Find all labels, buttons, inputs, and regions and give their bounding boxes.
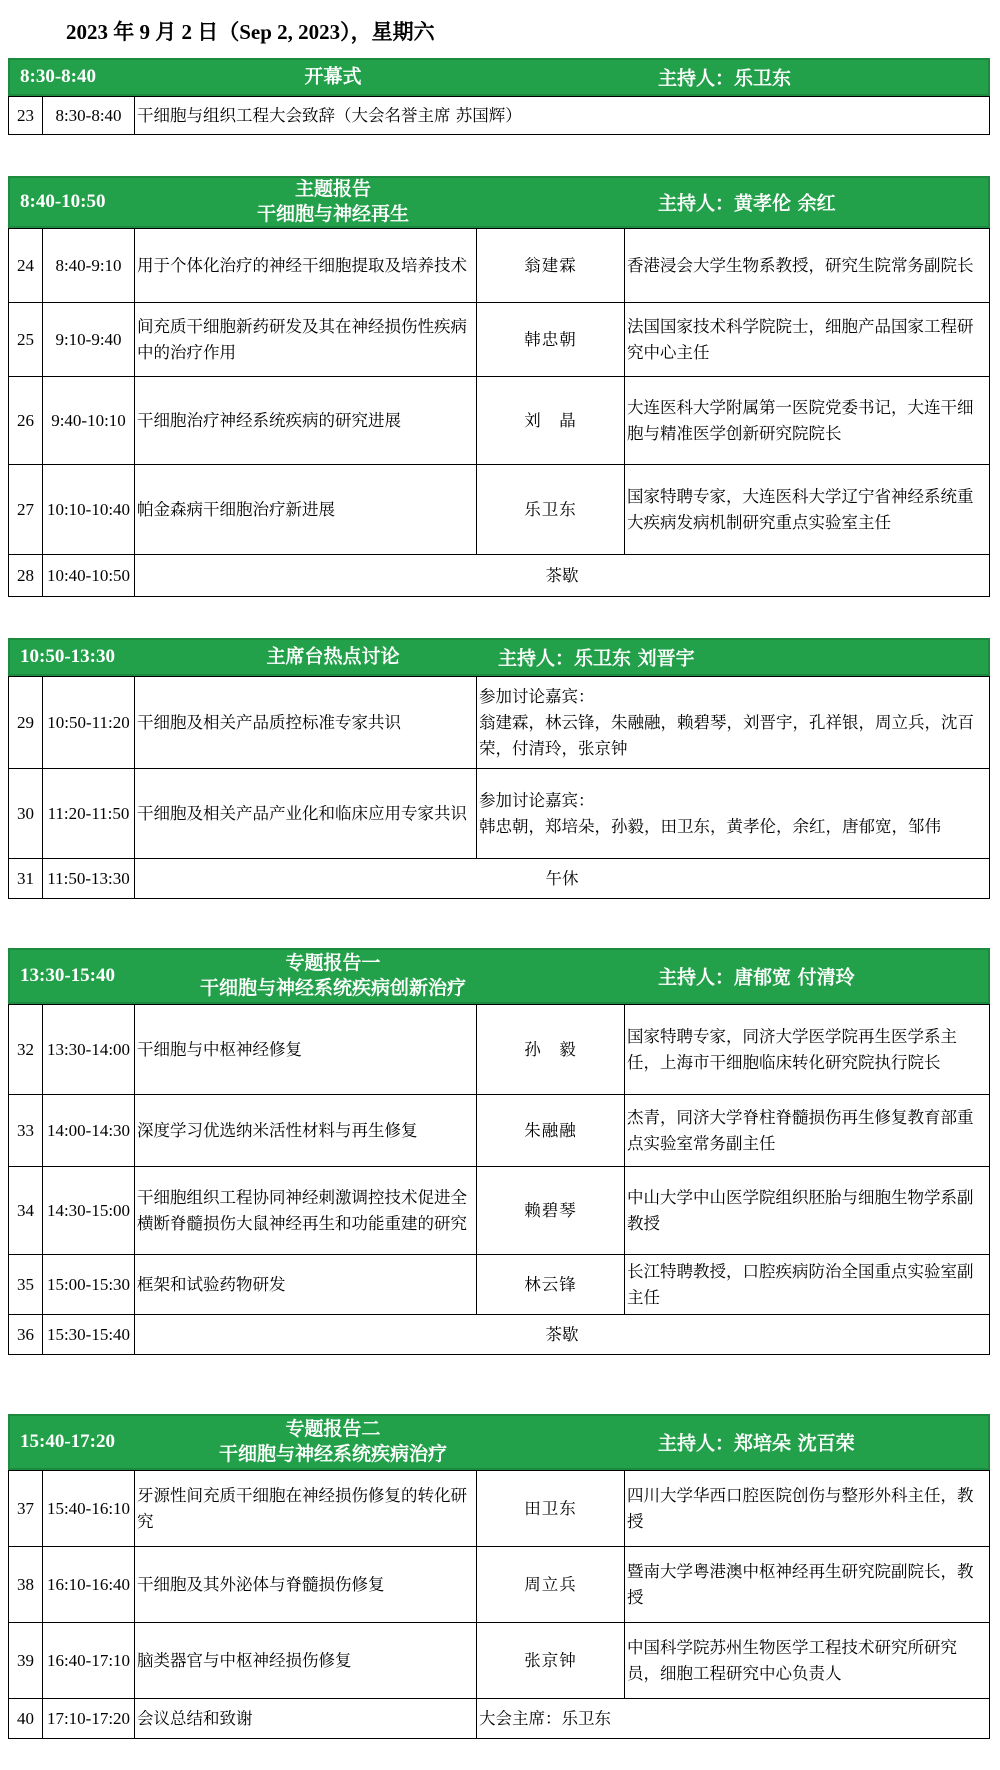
section-host: 主持人：郑培朵 沈百荣 [658,1432,855,1455]
section-time: 13:30-15:40 [20,965,115,986]
row-topic: 干细胞与中枢神经修复 [135,1005,477,1095]
section-host: 主持人：乐卫东 [658,67,792,90]
row-affiliation: 大连医科大学附属第一医院党委书记，大连干细胞与精准医学创新研究院院长 [625,377,990,465]
section-title: 专题报告二 干细胞与神经系统疾病治疗 [218,1418,447,1465]
section-special-report-1 [8,948,990,1355]
row-affiliation: 法国国家技术科学院院士，细胞产品国家工程研究中心主任 [625,303,990,377]
row-speaker: 刘 晶 [477,377,625,465]
row-topic: 深度学习优选纳米活性材料与再生修复 [135,1095,477,1167]
schedule-table [8,96,990,135]
table-row [9,465,990,555]
row-time: 14:00-14:30 [43,1095,135,1167]
table-row [9,377,990,465]
table-row [9,1095,990,1167]
row-speaker: 张京钟 [477,1623,625,1699]
row-topic: 干细胞及相关产品产业化和临床应用专家共识 [135,769,477,859]
section-time: 15:40-17:20 [20,1431,115,1452]
section-panel [8,638,990,899]
table-row [9,677,990,769]
row-speaker: 田卫东 [477,1471,625,1547]
row-time: 13:30-14:00 [43,1005,135,1095]
row-number: 27 [9,465,43,555]
row-speaker: 翁建霖 [477,229,625,303]
table-row [9,1255,990,1315]
panel-label: 参加讨论嘉宾： [479,686,595,706]
row-topic: 间充质干细胞新药研发及其在神经损伤性疾病中的治疗作用 [135,303,477,377]
row-time: 15:00-15:30 [43,1255,135,1315]
row-number: 32 [9,1005,43,1095]
row-speaker: 朱融融 [477,1095,625,1167]
row-affiliation: 杰青，同济大学脊柱脊髓损伤再生修复教育部重点实验室常务副主任 [625,1095,990,1167]
row-number: 24 [9,229,43,303]
row-number: 23 [9,97,43,135]
date-title: 2023 年 9 月 2 日（Sep 2, 2023），星期六 [66,20,435,44]
table-row [9,859,990,899]
row-number: 38 [9,1547,43,1623]
row-number: 25 [9,303,43,377]
row-affiliation: 香港浸会大学生物系教授，研究生院常务副院长 [625,229,990,303]
row-topic: 干细胞组织工程协同神经刺激调控技术促进全横断脊髓损伤大鼠神经再生和功能重建的研究 [135,1167,477,1255]
row-topic: 牙源性间充质干细胞在神经损伤修复的转化研究 [135,1471,477,1547]
section-title: 开幕式 [304,65,362,88]
row-number: 39 [9,1623,43,1699]
row-affiliation: 国家特聘专家，大连医科大学辽宁省神经系统重大疾病发病机制研究重点实验室主任 [625,465,990,555]
row-time: 16:10-16:40 [43,1547,135,1623]
row-speaker: 孙 毅 [477,1005,625,1095]
row-topic: 框架和试验药物研发 [135,1255,477,1315]
row-number: 26 [9,377,43,465]
table-row [9,555,990,597]
row-affiliation: 中山大学中山医学院组织胚胎与细胞生物学系副教授 [625,1167,990,1255]
row-time: 15:30-15:40 [43,1315,135,1355]
row-affiliation: 暨南大学粤港澳中枢神经再生研究院副院长，教授 [625,1547,990,1623]
row-time: 11:20-11:50 [43,769,135,859]
row-time: 17:10-17:20 [43,1699,135,1739]
row-topic: 干细胞与组织工程大会致辞（大会名誉主席 苏国辉） [135,97,990,135]
section-title: 主席台热点讨论 [266,645,400,668]
panel-members: 韩忠朝，郑培朵，孙毅，田卫东，黄孝伦，余红，唐郁宽，邹伟 [479,816,941,836]
table-row [9,303,990,377]
row-closing: 大会主席：乐卫东 [477,1699,990,1739]
row-number: 35 [9,1255,43,1315]
table-row [9,1005,990,1095]
section-time: 8:40-10:50 [20,191,106,212]
row-break: 午休 [135,859,990,899]
section-keynote [8,176,990,597]
section-time: 10:50-13:30 [20,646,115,667]
panel-label: 参加讨论嘉宾： [479,790,595,810]
table-row [9,229,990,303]
table-row [9,1699,990,1739]
row-number: 34 [9,1167,43,1255]
row-time: 9:40-10:10 [43,377,135,465]
row-speaker: 韩忠朝 [477,303,625,377]
table-row [9,769,990,859]
section-title: 专题报告一 干细胞与神经系统疾病创新治疗 [199,952,466,999]
section-host: 主持人：唐郁宽 付清玲 [658,966,855,989]
table-row [9,1547,990,1623]
row-number: 30 [9,769,43,859]
schedule-table [8,1004,990,1355]
table-row [9,97,990,135]
section-host: 主持人：黄孝伦 余红 [658,192,836,215]
section-special-report-2 [8,1414,990,1739]
row-speaker: 周立兵 [477,1547,625,1623]
row-speaker: 乐卫东 [477,465,625,555]
row-number: 37 [9,1471,43,1547]
row-time: 14:30-15:00 [43,1167,135,1255]
row-affiliation: 长江特聘教授，口腔疾病防治全国重点实验室副主任 [625,1255,990,1315]
row-panel [477,769,990,859]
schedule-table [8,1470,990,1739]
row-speaker: 赖碧琴 [477,1167,625,1255]
row-topic: 干细胞及其外泌体与脊髓损伤修复 [135,1547,477,1623]
section-header [8,176,990,228]
row-time: 11:50-13:30 [43,859,135,899]
schedule-table [8,228,990,597]
row-time: 9:10-9:40 [43,303,135,377]
row-topic: 会议总结和致谢 [135,1699,477,1739]
row-number: 29 [9,677,43,769]
row-break: 茶歇 [135,1315,990,1355]
row-break: 茶歇 [135,555,990,597]
table-row [9,1315,990,1355]
table-row [9,1167,990,1255]
row-topic: 脑类器官与中枢神经损伤修复 [135,1623,477,1699]
row-time: 10:40-10:50 [43,555,135,597]
schedule-table [8,676,990,899]
row-topic: 用于个体化治疗的神经干细胞提取及培养技术 [135,229,477,303]
row-topic: 干细胞及相关产品质控标准专家共识 [135,677,477,769]
row-topic: 帕金森病干细胞治疗新进展 [135,465,477,555]
row-topic: 干细胞治疗神经系统疾病的研究进展 [135,377,477,465]
section-opening [8,58,990,135]
row-affiliation: 国家特聘专家，同济大学医学院再生医学系主任，上海市干细胞临床转化研究院执行院长 [625,1005,990,1095]
row-time: 15:40-16:10 [43,1471,135,1547]
table-row [9,1623,990,1699]
section-time: 8:30-8:40 [20,66,96,87]
row-time: 8:40-9:10 [43,229,135,303]
row-time: 16:40-17:10 [43,1623,135,1699]
row-panel [477,677,990,769]
section-header [8,1414,990,1470]
row-affiliation: 四川大学华西口腔医院创伤与整形外科主任，教授 [625,1471,990,1547]
row-speaker: 林云锋 [477,1255,625,1315]
row-time: 8:30-8:40 [43,97,135,135]
section-title: 主题报告 干细胞与神经再生 [256,178,409,225]
row-number: 36 [9,1315,43,1355]
row-number: 31 [9,859,43,899]
table-row [9,1471,990,1547]
row-time: 10:10-10:40 [43,465,135,555]
section-header [8,638,990,676]
section-header [8,58,990,96]
row-number: 33 [9,1095,43,1167]
panel-members: 翁建霖，林云锋，朱融融，赖碧琴，刘晋宇，孔祥银，周立兵，沈百荣，付清玲，张京钟 [479,712,974,758]
section-header [8,948,990,1004]
section-host: 主持人：乐卫东 刘晋宇 [498,647,695,670]
row-affiliation: 中国科学院苏州生物医学工程技术研究所研究员，细胞工程研究中心负责人 [625,1623,990,1699]
row-time: 10:50-11:20 [43,677,135,769]
row-number: 40 [9,1699,43,1739]
row-number: 28 [9,555,43,597]
